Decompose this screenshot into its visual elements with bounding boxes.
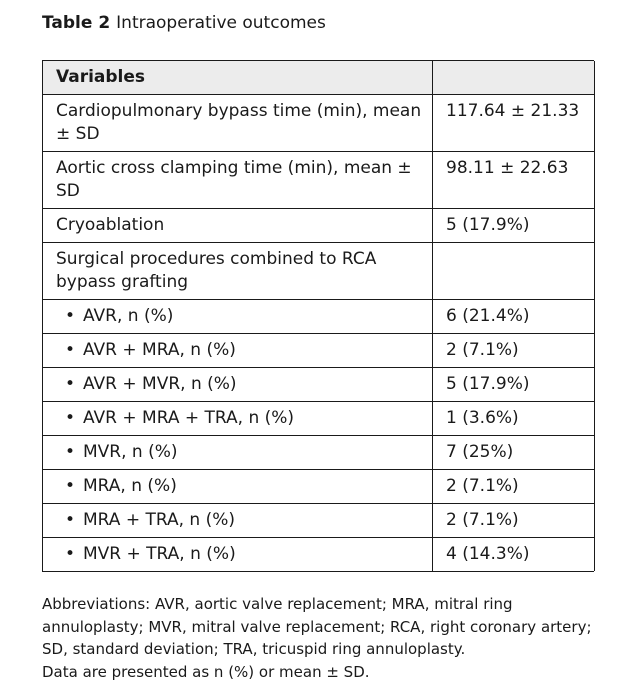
row-label: AVR + MRA, n (%) (83, 340, 236, 360)
table-row (43, 470, 595, 504)
row-value: 98.11 ± 22.63 (433, 152, 595, 209)
table-row (43, 402, 595, 436)
row-sub-label (43, 538, 433, 572)
row-label: MVR + TRA, n (%) (83, 544, 236, 564)
row-value: 1 (3.6%) (433, 402, 595, 436)
bullet-icon: • (65, 544, 76, 564)
bullet-icon: • (65, 408, 76, 428)
table-footnote (42, 593, 597, 683)
header-value (433, 61, 595, 95)
table-row (43, 368, 595, 402)
row-value: 4 (14.3%) (433, 538, 595, 572)
table-row (43, 243, 595, 300)
row-value: 2 (7.1%) (433, 334, 595, 368)
row-label: Cryoablation (43, 209, 433, 243)
footnote-abbreviations: Abbreviations: AVR, aortic valve replacement; MRA, mitral ring annuloplasty; MVR, mitral valve replacement; RCA, right coronary artery; SD, standard deviation; TRA, tricuspid ring annuloplasty. (42, 595, 592, 658)
row-value: 5 (17.9%) (433, 209, 595, 243)
row-label: Cardiopulmonary bypass time (min), mean ± SD (43, 95, 433, 152)
row-value (433, 243, 595, 300)
row-label: MRA, n (%) (83, 476, 177, 496)
row-sub-label (43, 504, 433, 538)
table-number: Table 2 (42, 13, 111, 33)
row-sub-label (43, 470, 433, 504)
outcomes-table (42, 60, 594, 572)
row-value: 117.64 ± 21.33 (433, 95, 595, 152)
table-row (43, 152, 595, 209)
row-value: 7 (25%) (433, 436, 595, 470)
row-sub-label (43, 334, 433, 368)
row-sub-label (43, 368, 433, 402)
row-sub-label (43, 402, 433, 436)
row-sub-label (43, 300, 433, 334)
row-value: 2 (7.1%) (433, 504, 595, 538)
row-sub-label (43, 436, 433, 470)
bullet-icon: • (65, 374, 76, 394)
bullet-icon: • (65, 510, 76, 530)
table-row (43, 436, 595, 470)
bullet-icon: • (65, 476, 76, 496)
outcomes-table-grid (42, 61, 595, 571)
table-row (43, 300, 595, 334)
table-title: Intraoperative outcomes (116, 13, 326, 33)
table-row (43, 209, 595, 243)
row-value: 5 (17.9%) (433, 368, 595, 402)
bullet-icon: • (65, 306, 76, 326)
table-row (43, 504, 595, 538)
table-row (43, 95, 595, 152)
row-label: MRA + TRA, n (%) (83, 510, 236, 530)
table-row (43, 334, 595, 368)
bullet-icon: • (65, 340, 76, 360)
bullet-icon: • (65, 442, 76, 462)
table-header-row (43, 61, 595, 95)
header-variables: Variables (43, 61, 433, 95)
row-label: AVR + MRA + TRA, n (%) (83, 408, 295, 428)
row-value: 6 (21.4%) (433, 300, 595, 334)
footnote-presentation: Data are presented as n (%) or mean ± SD. (42, 662, 370, 681)
row-label: MVR, n (%) (83, 442, 178, 462)
row-label: Aortic cross clamping time (min), mean ± SD (43, 152, 433, 209)
row-label: Surgical procedures combined to RCA bypass grafting (43, 243, 433, 300)
table-caption (42, 13, 326, 33)
table-row (43, 538, 595, 572)
row-label: AVR + MVR, n (%) (83, 374, 237, 394)
row-label: AVR, n (%) (83, 306, 174, 326)
row-value: 2 (7.1%) (433, 470, 595, 504)
